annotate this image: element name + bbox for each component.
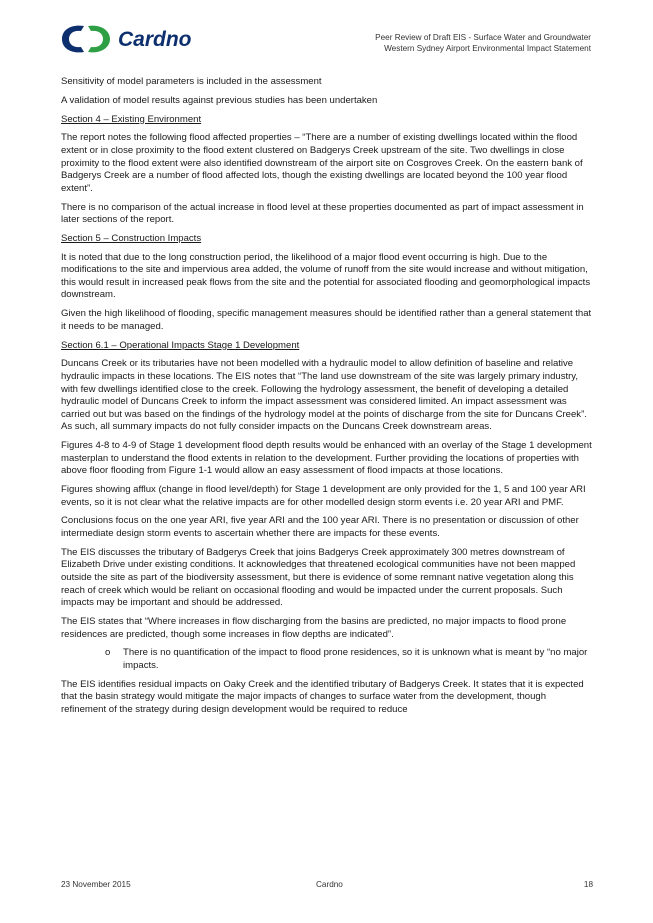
bullet-item (61, 647, 593, 672)
paragraph: Conclusions focus on the one year ARI, five year ARI and the 100 year ARI. There is no presentation or discussion of other intermediate design storm events to ascertain whether there are impacts for these events. (61, 515, 579, 540)
paragraph: Figures showing afflux (change in flood level/depth) for Stage 1 development are only provided for the 1, 5 and 100 year ARI events, so it is not clear what the relative impacts are for other modelled design storm events i.e. 20 year ARI and PMF. (61, 484, 586, 508)
page-number: 18 (583, 880, 593, 889)
paragraph: The EIS states that “Where increases in flow discharging from the basins are predicted, no major impacts to flood prone residences are predicted, though some increases in flow depths are indicated”. (61, 616, 567, 640)
paragraph: Given the high likelihood of flooding, specific management measures should be identified rather than a general statement that it needs to be managed. (61, 308, 592, 332)
bullet-marker: o (105, 647, 111, 659)
paragraph: It is noted that due to the long construction period, the likelihood of a major flood event occurring is high. Due to the modifications to the site and impervious area added, the volume of runoff from the site would increase and without mitigation, this would result in increased peak flows from the site and the potential for associated flooding and geomorphological impacts downstream. (61, 251, 591, 301)
bullet-text: There is no quantification of the impact to flood prone residences, so it is unknown what is meant by “no major impacts. (123, 647, 588, 671)
paragraph: The report notes the following flood affected properties – “There are a number of existing dwellings located within the flood extent or in close proximity to the flood extent clustered on Badgerys Creek upstream of the site. Two dwellings in close proximity to the flood extent were also identified downstream of the airport site on Cosgroves Creek. On the eastern bank of Badgerys Creek are a number of flood affected lots, though the existing dwellings are located beyond the 100 year flood extent”. (61, 132, 583, 194)
footer-date: 23 November 2015 (61, 880, 131, 889)
logo-wordmark: Cardno (118, 28, 192, 51)
document-title-line2: Western Sydney Airport Environmental Impact Statement (384, 43, 591, 53)
section-heading-5: Section 5 – Construction Impacts (61, 232, 202, 244)
page-footer (61, 880, 593, 894)
paragraph: Figures 4-8 to 4-9 of Stage 1 development flood depth results would be enhanced with an overlay of the Stage 1 development masterplan to understand the flood extents in relation to the development. Further providing the locations of properties with above floor flooding from Figure 1-1 would allow an easy assessment of flood impacts at those locations. (61, 440, 592, 477)
section-heading-4: Section 4 – Existing Environment (61, 113, 202, 125)
cardno-logo-icon (60, 22, 220, 56)
section-heading-6-1: Section 6.1 – Operational Impacts Stage 1 Development (61, 339, 300, 351)
document-title (375, 33, 591, 54)
paragraph: Sensitivity of model parameters is included in the assessment (61, 76, 322, 87)
page-body (61, 76, 593, 723)
paragraph: The EIS discusses the tributary of Badgerys Creek that joins Badgerys Creek approximately 300 metres downstream of Elizabeth Drive under existing conditions. It acknowledges that threatened ecological communities have not been mapped outside the site as part of the biodiversity assessment, but there is evidence of some remnant native vegetation along this reach of creek which would be reliant on occasional flooding and would be impacted under the current proposals. Such impacts may be important and should be addressed. (61, 546, 576, 609)
paragraph: There is no comparison of the actual increase in flood level at these properties documented as part of impact assessment in later sections of the report. (61, 201, 584, 226)
paragraph: Duncans Creek or its tributaries have not been modelled with a hydraulic model to allow definition of baseline and relative hydraulic impacts in these locations. The EIS notes that “The land use downstream of the site was largely primary industry, with few dwellings identified close to the creek. Following the hydrology assessment, the benefit of developing a detailed hydraulic model of Duncans Creek to inform the impact assessment was considered limited. An impact assessment was carried out but was based on the findings of the hydrology model at the points of discharge from the site for Duncans Creek”. As such, all summary impacts do not fully consider impacts on the Duncans Creek downstream areas. (61, 358, 587, 433)
document-title-line1: Peer Review of Draft EIS - Surface Water and Groundwater (375, 33, 591, 42)
paragraph: A validation of model results against previous studies has been undertaken (61, 94, 378, 106)
paragraph: The EIS identifies residual impacts on Oaky Creek and the identified tributary of Badgerys Creek. It states that it is expected that the basin strategy would mitigate the major impacts of changes to surface water from the development, though refinement of the strategy during design development would be required to reduce (61, 678, 584, 715)
page-header (0, 0, 653, 70)
footer-company: Cardno (316, 880, 343, 889)
cardno-logo (60, 22, 220, 56)
